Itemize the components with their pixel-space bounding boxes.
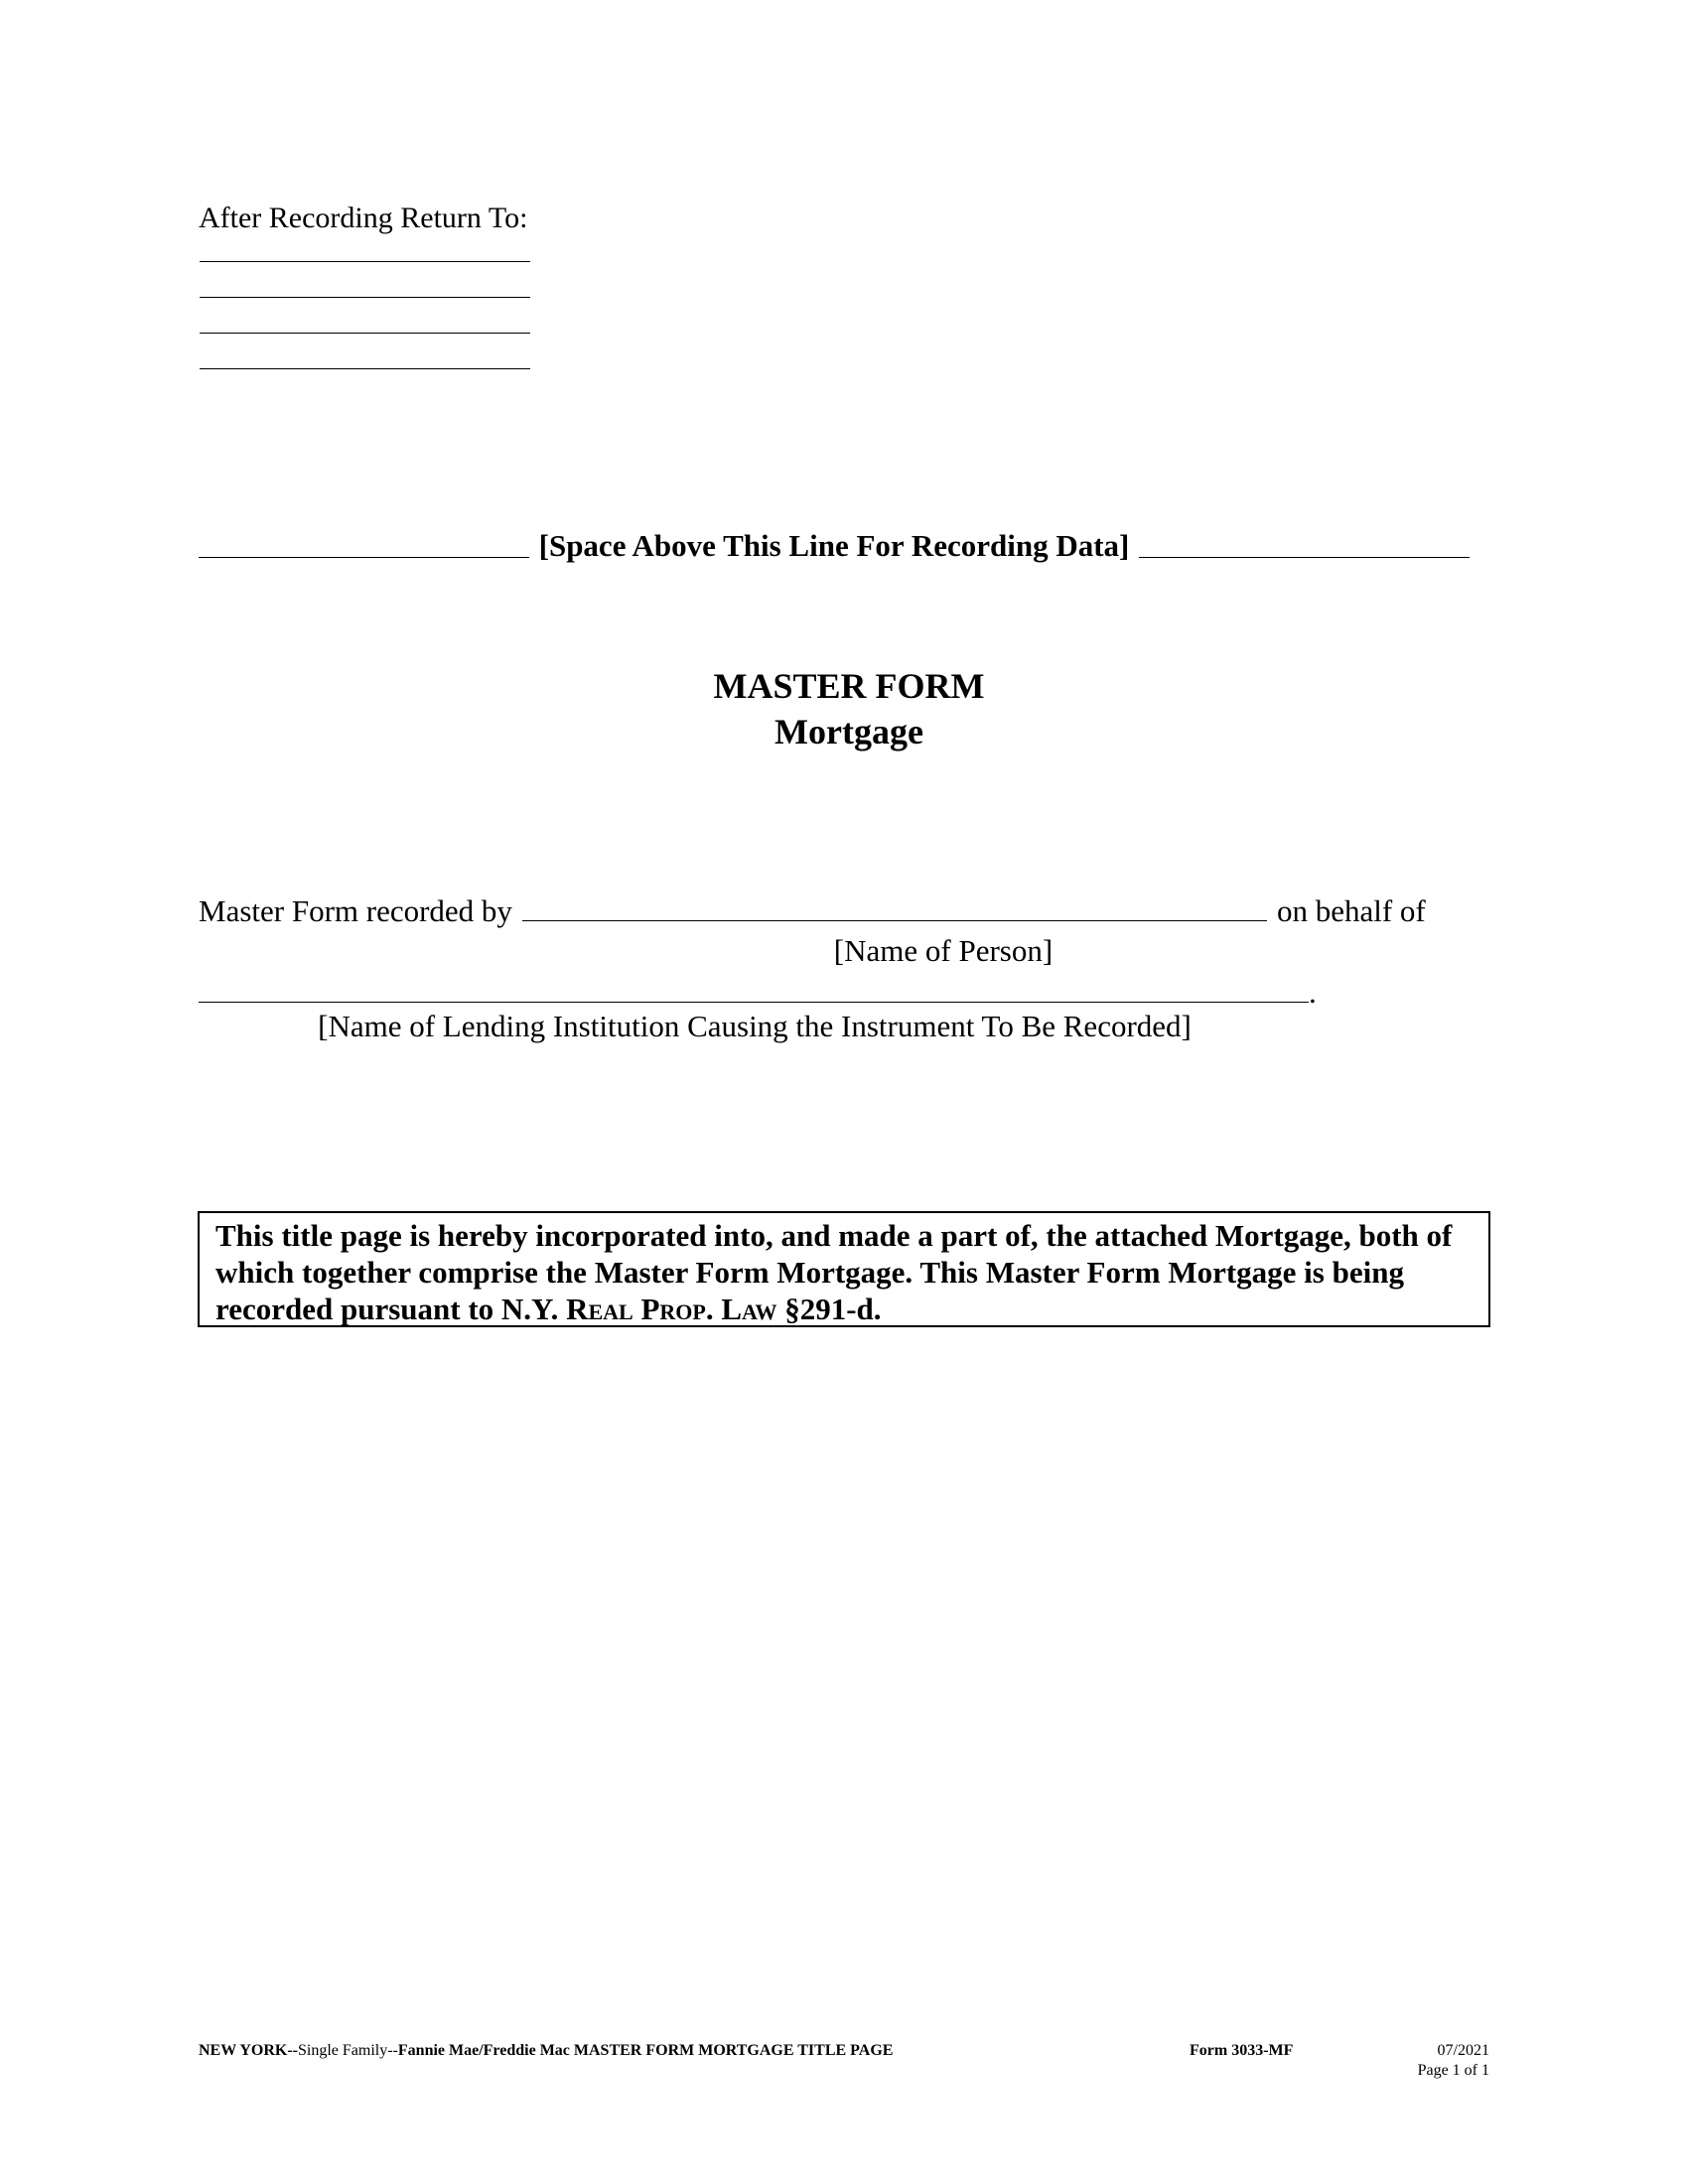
notice-citation: Real Prop. Law [566, 1292, 777, 1326]
document-title [0, 663, 1688, 754]
recording-data-divider [199, 522, 1470, 570]
footer-state: NEW YORK-- [199, 2042, 298, 2059]
footer-form-number: Form 3033-MF [1190, 2042, 1294, 2059]
incorporation-notice-box [198, 1211, 1490, 1327]
institution-line-period: . [1309, 975, 1317, 1010]
footer-page-number: Page 1 of 1 [1417, 2062, 1489, 2079]
institution-name-blank [199, 1002, 1309, 1003]
notice-section: §291-d. [776, 1292, 882, 1326]
return-address-line-2 [200, 297, 530, 298]
footer-date: 07/2021 [1437, 2042, 1489, 2059]
title-master-form: MASTER FORM [713, 666, 985, 706]
page-footer [199, 2041, 1489, 2101]
return-address-line-4 [200, 368, 530, 369]
footer-family: Single Family-- [298, 2042, 398, 2059]
recorded-by-suffix: on behalf of [1276, 893, 1426, 928]
divider-rule-left [199, 557, 529, 558]
footer-description: Fannie Mae/Freddie Mac MASTER FORM MORTGAGE TITLE PAGE [397, 2042, 894, 2059]
footer-form-title [199, 2041, 893, 2061]
return-to-heading: After Recording Return To: [199, 202, 528, 234]
person-name-caption: [Name of Person] [833, 933, 1054, 968]
return-address-line-1 [200, 261, 530, 262]
title-mortgage: Mortgage [774, 712, 923, 751]
notice-text: This title page is hereby incorporated into, and made a part of, the attached Mortgage, both of which together comprise the Master Form Mortgage. This Master Form Mortgage is being recorded pursuant to N.Y. [215, 1218, 1453, 1326]
recorded-by-prefix: Master Form recorded by [199, 893, 512, 928]
divider-rule-right [1139, 557, 1470, 558]
footer-date-page [1418, 2041, 1489, 2081]
return-address-line-3 [200, 333, 530, 334]
recorded-by-line [199, 889, 1470, 933]
recording-data-label: [Space Above This Line For Recording Data] [538, 528, 1130, 563]
institution-name-caption: [Name of Lending Institution Causing the Instrument To Be Recorded] [318, 1009, 1192, 1043]
recorder-name-blank [522, 920, 1267, 921]
